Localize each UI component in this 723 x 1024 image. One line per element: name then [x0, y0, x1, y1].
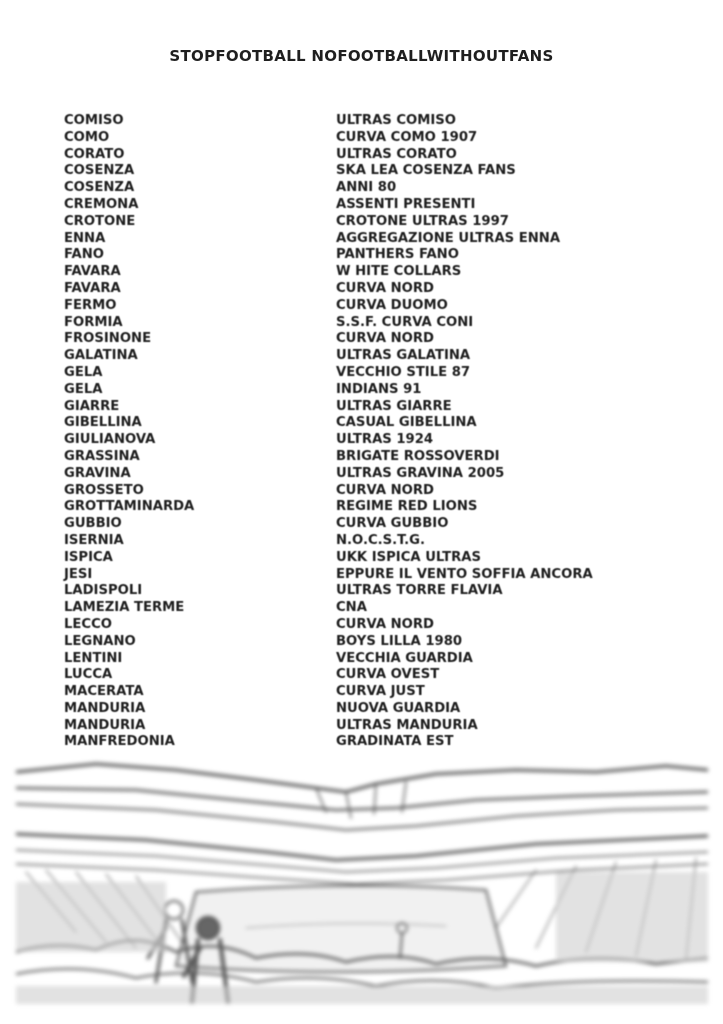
list-row	[64, 617, 704, 634]
stadium-sketch	[16, 752, 708, 1004]
list-row	[64, 651, 704, 668]
city-name: FAVARA	[64, 264, 121, 280]
list-row	[64, 432, 704, 449]
ultras-group-name: REGIME RED LIONS	[336, 499, 478, 515]
ultras-group-name: CURVA GUBBIO	[336, 516, 449, 532]
ultras-group-name: CROTONE ULTRAS 1997	[336, 213, 509, 229]
city-name: GRAVINA	[64, 465, 131, 481]
city-name: LENTINI	[64, 650, 123, 666]
ultras-group-name: NUOVA GUARDIA	[336, 700, 461, 716]
ultras-list	[64, 113, 704, 751]
list-row	[64, 550, 704, 567]
ultras-group-name: CURVA NORD	[336, 331, 434, 347]
list-row	[64, 449, 704, 466]
list-row	[64, 701, 704, 718]
ultras-group-name: CNA	[336, 600, 367, 616]
ultras-group-name: CURVA JUST	[336, 684, 425, 700]
list-row	[64, 247, 704, 264]
ultras-group-name: BOYS LILLA 1980	[336, 633, 463, 649]
city-name: GALATINA	[64, 348, 138, 364]
city-name: CROTONE	[64, 213, 136, 229]
ultras-group-name: ULTRAS CORATO	[336, 146, 457, 162]
city-name: FORMIA	[64, 314, 123, 330]
ultras-group-name: CURVA NORD	[336, 616, 434, 632]
ultras-group-name: EPPURE IL VENTO SOFFIA ANCORA	[336, 566, 593, 582]
ultras-group-name: ULTRAS GALATINA	[336, 348, 471, 364]
city-name: LUCCA	[64, 667, 113, 683]
city-name: GRASSINA	[64, 448, 140, 464]
list-row	[64, 466, 704, 483]
city-name: GUBBIO	[64, 516, 122, 532]
city-name: LAMEZIA TERME	[64, 600, 185, 616]
city-name: GIARRE	[64, 398, 120, 414]
page-title: STOPFOOTBALL NOFOOTBALLWITHOUTFANS	[169, 47, 554, 65]
city-name: ISERNIA	[64, 532, 124, 548]
city-name: COSENZA	[64, 163, 135, 179]
city-name: FERMO	[64, 297, 117, 313]
ultras-group-name: ANNI 80	[336, 180, 397, 196]
city-name: ISPICA	[64, 549, 113, 565]
list-row	[64, 415, 704, 432]
city-name: FAVARA	[64, 280, 121, 296]
list-row	[64, 600, 704, 617]
list-row	[64, 718, 704, 735]
ultras-group-name: W HITE COLLARS	[336, 264, 462, 280]
list-row	[64, 516, 704, 533]
list-row	[64, 499, 704, 516]
city-name: GROSSETO	[64, 482, 144, 498]
ultras-group-name: CURVA DUOMO	[336, 297, 448, 313]
ultras-group-name: VECCHIO STILE 87	[336, 364, 471, 380]
list-row	[64, 734, 704, 751]
ultras-group-name: CASUAL GIBELLINA	[336, 415, 477, 431]
ultras-group-name: PANTHERS FANO	[336, 247, 459, 263]
city-name: GELA	[64, 381, 103, 397]
city-name: LEGNANO	[64, 633, 136, 649]
city-name: CREMONA	[64, 196, 139, 212]
list-row	[64, 214, 704, 231]
city-name: MANDURIA	[64, 700, 146, 716]
ultras-group-name: CURVA NORD	[336, 482, 434, 498]
list-row	[64, 348, 704, 365]
list-row	[64, 298, 704, 315]
list-row	[64, 583, 704, 600]
ultras-group-name: N.O.C.S.T.G.	[336, 532, 426, 548]
list-row	[64, 483, 704, 500]
city-name: CORATO	[64, 146, 125, 162]
ultras-group-name: ULTRAS GRAVINA 2005	[336, 465, 505, 481]
list-row	[64, 281, 704, 298]
city-name: COMO	[64, 129, 110, 145]
list-row	[64, 197, 704, 214]
city-name: GELA	[64, 364, 103, 380]
ultras-group-name: GRADINATA EST	[336, 734, 454, 750]
city-name: GIBELLINA	[64, 415, 142, 431]
list-row	[64, 113, 704, 130]
list-row	[64, 163, 704, 180]
list-row	[64, 180, 704, 197]
ultras-group-name: CURVA COMO 1907	[336, 129, 478, 145]
city-name: JESI	[64, 566, 93, 582]
list-row	[64, 634, 704, 651]
city-name: GROTTAMINARDA	[64, 499, 195, 515]
city-name: FROSINONE	[64, 331, 152, 347]
list-row	[64, 231, 704, 248]
city-name: MANFREDONIA	[64, 734, 175, 750]
city-name: LECCO	[64, 616, 112, 632]
list-row	[64, 533, 704, 550]
ultras-group-name: CURVA NORD	[336, 280, 434, 296]
list-row	[64, 147, 704, 164]
ultras-group-name: ASSENTI PRESENTI	[336, 196, 476, 212]
list-row	[64, 331, 704, 348]
ultras-group-name: ULTRAS COMISO	[336, 113, 456, 128]
list-row	[64, 684, 704, 701]
list-row	[64, 567, 704, 584]
city-name: COMISO	[64, 113, 124, 128]
city-name: ENNA	[64, 230, 106, 246]
list-row	[64, 667, 704, 684]
ultras-group-name: BRIGATE ROSSOVERDI	[336, 448, 500, 464]
list-row	[64, 399, 704, 416]
ultras-group-name: CURVA OVEST	[336, 667, 440, 683]
list-row	[64, 130, 704, 147]
list-row	[64, 382, 704, 399]
ultras-group-name: AGGREGAZIONE ULTRAS ENNA	[336, 230, 561, 246]
ultras-group-name: ULTRAS GIARRE	[336, 398, 452, 414]
city-name: MACERATA	[64, 684, 144, 700]
list-row	[64, 365, 704, 382]
ultras-group-name: ULTRAS MANDURIA	[336, 717, 478, 733]
ultras-group-name: SKA LEA COSENZA FANS	[336, 163, 516, 179]
ultras-group-name: ULTRAS 1924	[336, 432, 434, 448]
ultras-group-name: VECCHIA GUARDIA	[336, 650, 473, 666]
city-name: MANDURIA	[64, 717, 146, 733]
ultras-group-name: S.S.F. CURVA CONI	[336, 314, 474, 330]
ultras-group-name: UKK ISPICA ULTRAS	[336, 549, 481, 565]
ultras-group-name: ULTRAS TORRE FLAVIA	[336, 583, 503, 599]
list-row	[64, 315, 704, 332]
ultras-group-name: INDIANS 91	[336, 381, 422, 397]
city-name: COSENZA	[64, 180, 135, 196]
city-name: GIULIANOVA	[64, 432, 156, 448]
city-name: LADISPOLI	[64, 583, 143, 599]
city-name: FANO	[64, 247, 104, 263]
list-row	[64, 264, 704, 281]
